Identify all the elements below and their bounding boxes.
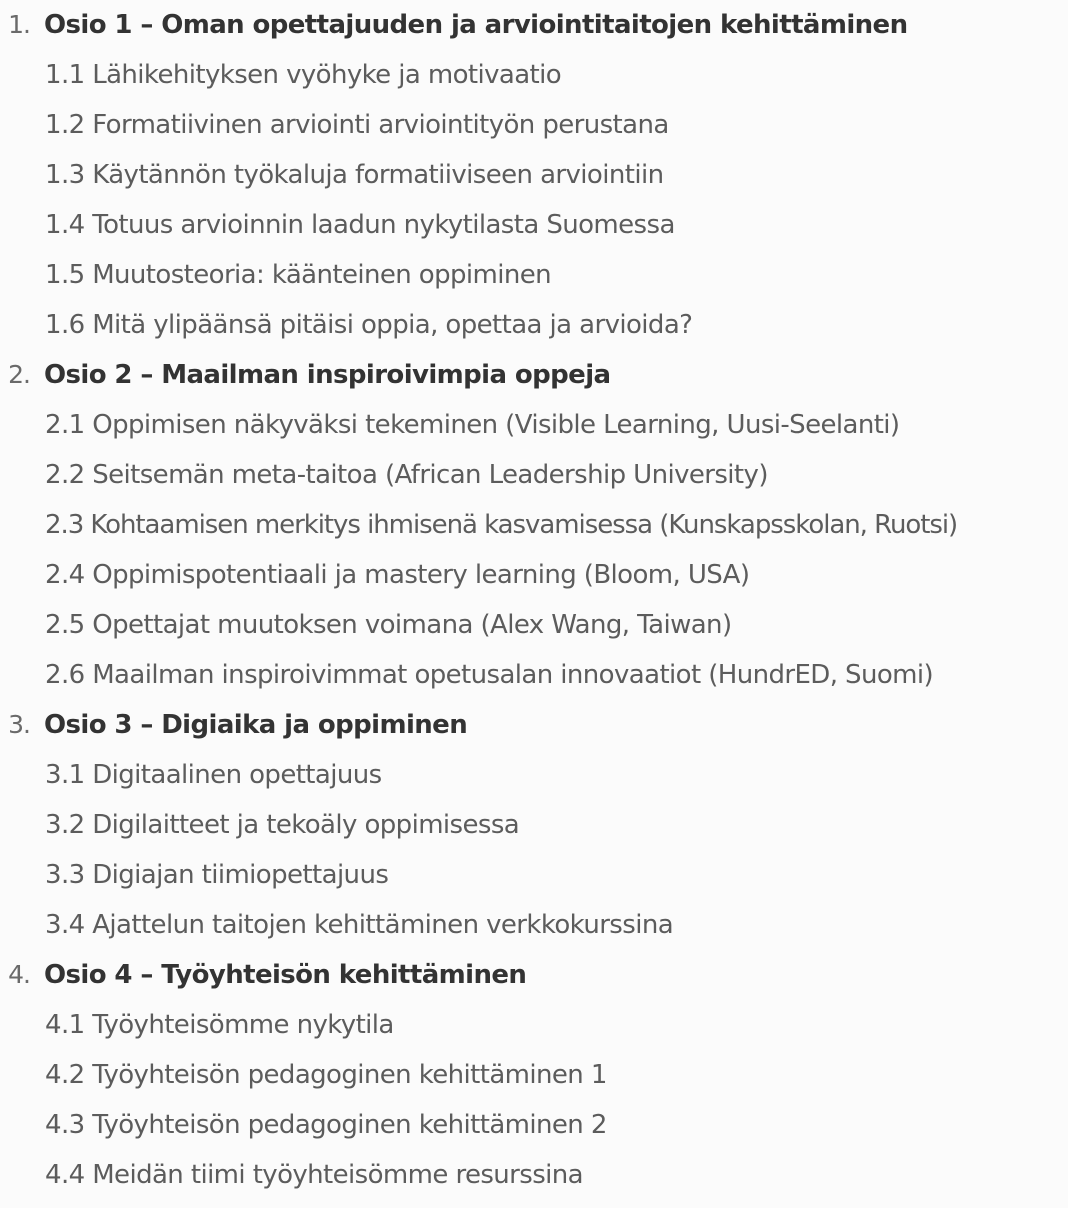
section-1 [0,0,1068,350]
lesson-list [0,400,1068,700]
lesson-item: 3.1 Digitaalinen opettajuus [45,760,382,790]
lesson-item: 4.1 Työyhteisömme nykytila [45,1010,394,1040]
lesson-item: 4.3 Työyhteisön pedagoginen kehittäminen 2 [45,1110,607,1140]
section-2 [0,350,1068,700]
lesson-item: 1.5 Muutosteoria: käänteinen oppiminen [45,260,552,290]
lesson-item: 1.2 Formatiivinen arviointi arviointityön perustana [45,110,669,140]
lesson-item: 3.4 Ajattelun taitojen kehittäminen verkkokurssina [45,910,674,940]
section-number: 4. [8,960,30,989]
lesson-item: 4.2 Työyhteisön pedagoginen kehittäminen 1 [45,1060,607,1090]
lesson-item: 2.2 Seitsemän meta-taitoa (African Leadership University) [45,460,768,490]
section-title: Osio 2 – Maailman inspiroivimpia oppeja [44,360,611,390]
lesson-list [0,750,1068,950]
section-number: 2. [8,360,30,389]
section-heading [0,950,1068,1000]
section-4 [0,950,1068,1200]
lesson-item: 4.4 Meidän tiimi työyhteisömme resurssina [45,1160,583,1190]
section-number: 3. [8,710,30,739]
lesson-list [0,1000,1068,1200]
lesson-item: 1.1 Lähikehityksen vyöhyke ja motivaatio [45,60,562,90]
section-title: Osio 1 – Oman opettajuuden ja arviointitaitojen kehittäminen [44,10,908,40]
lesson-item: 1.4 Totuus arvioinnin laadun nykytilasta Suomessa [45,210,675,240]
section-heading [0,700,1068,750]
lesson-item: 2.5 Opettajat muutoksen voimana (Alex Wang, Taiwan) [45,610,732,640]
lesson-item: 2.4 Oppimispotentiaali ja mastery learning (Bloom, USA) [45,560,750,590]
section-number: 1. [8,10,30,39]
lesson-item: 2.6 Maailman inspiroivimmat opetusalan innovaatiot (HundrED, Suomi) [45,660,934,690]
lesson-item: 1.3 Käytännön työkaluja formatiiviseen arviointiin [45,160,664,190]
lesson-item: 2.3 Kohtaamisen merkitys ihmisenä kasvamisessa (Kunskapsskolan, Ruotsi) [45,510,958,540]
lesson-list [0,50,1068,350]
lesson-item: 3.2 Digilaitteet ja tekoäly oppimisessa [45,810,520,840]
lesson-item: 3.3 Digiajan tiimiopettajuus [45,860,389,890]
lesson-item: 1.6 Mitä ylipäänsä pitäisi oppia, opettaa ja arvioida? [45,310,693,340]
lesson-item: 2.1 Oppimisen näkyväksi tekeminen (Visible Learning, Uusi-Seelanti) [45,410,900,440]
section-3 [0,700,1068,950]
section-title: Osio 3 – Digiaika ja oppiminen [44,710,468,740]
section-heading [0,350,1068,400]
section-title: Osio 4 – Työyhteisön kehittäminen [44,960,527,990]
section-heading [0,0,1068,50]
